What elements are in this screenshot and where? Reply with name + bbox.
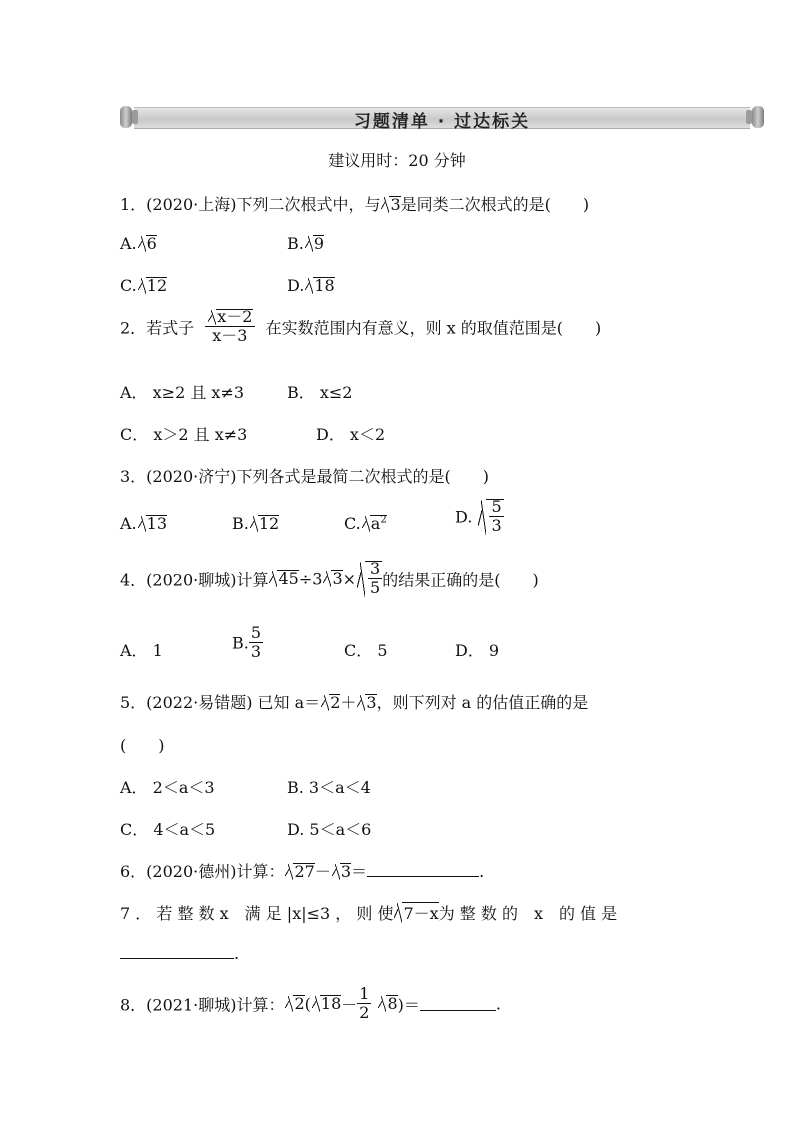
radical: 12 <box>250 514 279 533</box>
answer-blank[interactable] <box>120 944 234 959</box>
fraction: $\frac{5}{3}$ <box>491 497 502 536</box>
radical: 9 <box>305 234 324 253</box>
radical: 12 <box>138 276 167 295</box>
question-5-option-a: A． 2＜a＜3 <box>120 778 215 797</box>
question-8-stem: 8．(2021·聊城)计算： 2( 18－ $\frac{1}{2}$ 8)＝ . <box>120 984 502 1023</box>
question-3-option-a: A. 13 <box>120 514 167 533</box>
radical: 18 <box>312 994 341 1013</box>
radical <box>357 560 382 598</box>
radical: 3 <box>332 862 351 881</box>
answer-blank[interactable] <box>420 996 496 1011</box>
question-1-option-b: B. 9 <box>287 234 325 253</box>
question-3-option-d: D. $\frac{5}{3}$ <box>455 497 502 536</box>
question-5-option-d: D. 5＜a＜6 <box>287 820 372 839</box>
question-3-option-c: C. $a^2$ <box>344 514 387 533</box>
question-7-answer-line: . <box>120 944 239 963</box>
question-2-option-b: B． x≤2 <box>287 383 353 402</box>
question-3-option-b: B. 12 <box>232 514 280 533</box>
radical: 27 <box>285 862 314 881</box>
radical: 3 <box>357 693 376 712</box>
question-1-option-d: D. 18 <box>287 276 335 295</box>
question-6-stem: 6．(2020·德州)计算： 27－ 3＝ . <box>120 862 485 881</box>
radical: 13 <box>138 514 167 533</box>
fraction: $\frac{x-2}{x-3}$ <box>205 308 254 346</box>
section-title: 习题清单 · 过达标关 <box>353 112 531 132</box>
radical: 2 <box>285 994 304 1013</box>
question-1-stem: 1．(2020·上海)下列二次根式中，与 3是同类二次根式的是( ) <box>120 195 590 214</box>
radical: 8 <box>378 994 397 1013</box>
question-4-option-b: B. $\frac{5}{3}$ <box>232 623 262 662</box>
question-3-stem: 3．(2020·济宁)下列各式是最简二次根式的是( ) <box>120 467 489 486</box>
question-5-answer-paren: ( ) <box>120 736 165 755</box>
question-5-stem: 5．(2022·易错题) 已知 a＝ 2＋ 3，则下列对 a 的估值正确的是 <box>120 693 589 712</box>
question-2-stem: 2．若式子 $\frac{x-2}{x-3}$ 在实数范围内有意义，则 x 的取值范围是( ) <box>120 307 602 346</box>
radical: 7－x <box>394 901 438 924</box>
answer-blank[interactable] <box>367 862 479 877</box>
radical: 3 <box>381 195 400 214</box>
radical: 2 <box>321 693 340 712</box>
question-4-option-c: C． 5 <box>344 641 388 660</box>
question-4-stem: 4．(2020·聊城)计算 45÷3 3× $\frac{3}{5}$ 的结果正确的是( ) <box>120 559 539 598</box>
fraction: $\frac{1}{2}$ <box>359 984 370 1023</box>
radical: 45 <box>269 569 298 588</box>
radical: 6 <box>138 234 157 253</box>
question-2-option-d: D． x＜2 <box>316 425 386 444</box>
fraction: $\frac{5}{3}$ <box>250 623 262 662</box>
question-2-option-a: A． x≥2 且 x≠3 <box>120 383 245 402</box>
question-5-option-c: C． 4＜a＜5 <box>120 820 216 839</box>
radical <box>478 498 503 536</box>
question-5-option-b: B. 3＜a＜4 <box>287 778 371 797</box>
fraction: $\frac{3}{5}$ <box>370 559 381 598</box>
radical: $a^2$ <box>362 514 387 533</box>
question-4-option-d: D． 9 <box>455 641 500 660</box>
time-suggestion: 建议用时：20 分钟 <box>328 151 466 170</box>
section-banner <box>120 104 764 130</box>
question-4-option-a: A． 1 <box>120 641 163 660</box>
question-1-option-a: A. 6 <box>120 234 157 253</box>
radical: 18 <box>305 276 334 295</box>
question-7-stem: 7 ． 若 整 数 x 满 足 |x|≤3 ， 则 使 7－x为 整 数 的 x 的 值 是 <box>120 901 617 924</box>
question-2-option-c: C． x＞2 且 x≠3 <box>120 425 248 444</box>
radical: x－2 <box>208 308 252 326</box>
radical: 3 <box>323 569 342 588</box>
question-1-option-c: C. 12 <box>120 276 168 295</box>
